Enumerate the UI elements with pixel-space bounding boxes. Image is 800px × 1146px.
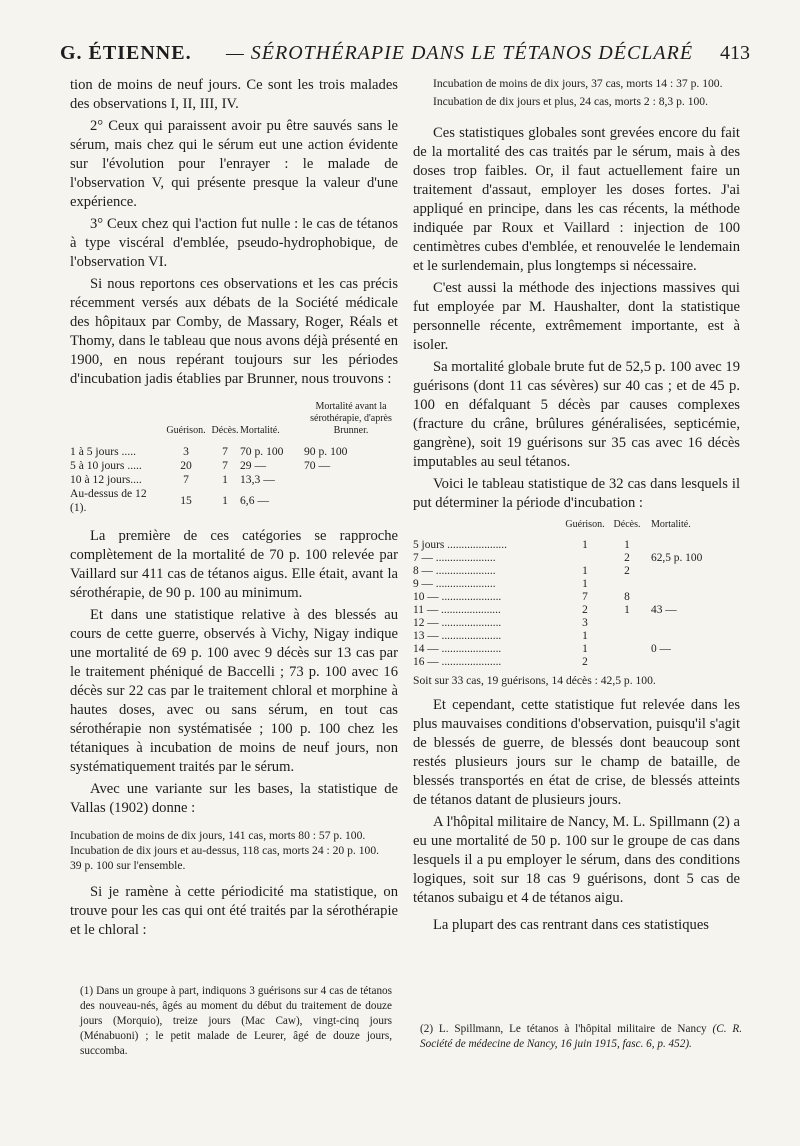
paragraph: Voici le tableau statistique de 32 cas dans lesquels il put déterminer la période d'incubation : <box>413 476 740 511</box>
table-cell: 2 <box>582 604 588 616</box>
statistic-line: 39 p. 100 sur l'ensemble. <box>70 859 186 872</box>
table-row <box>413 552 740 565</box>
left-column <box>70 76 398 943</box>
footnote-author: (2) L. Spillmann, <box>420 1023 504 1035</box>
haushalter-table <box>413 519 740 669</box>
table-cell: 8 <box>624 591 630 603</box>
table-cell <box>609 656 645 669</box>
table-row <box>70 459 398 473</box>
running-header <box>60 40 750 70</box>
paragraph: Et dans une statistique relative à des blessés au cours de cette guerre, observés à Vichy, Nigay indique une mortalité de 69 p. 100 avec 9 décès sur 13 cas par le traitement phéniqué de Baccelli ; 73 p. 100 avec 16 décès sur 22 cas par le traitement chloral et morphine à hautes doses, avec ou sans sérum, en tout cas sérothérapie non systématisée ; 100 p. 100 chez les tétaniques à incubation de moins de neuf jours, non systématiquement traités par le sérum. <box>70 607 398 775</box>
table-header-cell: Mortalité avant la sérothérapie, d'après Brunner. <box>310 401 392 436</box>
table-cell <box>645 578 740 591</box>
paragraph: La première de ces catégories se rapproche complètement de la mortalité de 70 p. 100 relevée par Vaillard sur 411 cas de tétanos aigus. Elle était, avant la sérothérapie, de 90 p. 100 au minimum. <box>70 528 398 601</box>
table-row <box>413 643 740 656</box>
table-cell: 7 — ..................... <box>413 552 496 564</box>
table-cell: 12 — ..................... <box>413 617 502 629</box>
table-row <box>70 487 398 515</box>
paragraph: 2° Ceux qui paraissent avoir pu être sauvés sans le sérum, mais chez qui le sérum eut une action évidente sur l'évolution pour l'enrayer : le malade de l'observation V, qui présente presque la valeur d'une expérience. <box>70 118 398 210</box>
table-row <box>70 473 398 487</box>
footnote-2 <box>420 1022 742 1052</box>
table-cell <box>645 630 740 643</box>
table-cell: Au-dessus de 12 (1). <box>70 487 147 514</box>
table-cell <box>561 552 609 565</box>
table-cell <box>645 617 740 630</box>
paragraph: A l'hôpital militaire de Nancy, M. L. Spillmann (2) a eu une mortalité de 50 p. 100 sur le groupe de cas dans lesquels il a pu employer le sérum, dans des conditions logiques, soit sur 18 cas 9 guérisons, dont 5 cas de tétanos subaigu et 4 de tétanos aigu. <box>413 814 740 906</box>
table-cell: 70 p. 100 <box>240 445 284 458</box>
table-row <box>413 630 740 643</box>
table-cell: 1 <box>222 473 228 486</box>
table-cell <box>609 617 645 630</box>
paragraph: tion de moins de neuf jours. Ce sont les trois malades des observations I, II, III, IV. <box>70 77 398 112</box>
paragraph: Si nous reportons ces observations et les cas précis récemment versés aux débats de la Société médicale des hôpitaux par Comby, de Massary, Roger, Réals et Thomy, dans le tableau que nous avons déjà présenté en 1900, en nous repérant toujours sur les périodes d'incubation jadis établies par Brunner, nous trouvons : <box>70 276 398 387</box>
table-cell: 3 <box>183 445 189 458</box>
table-cell: 5 jours ..................... <box>413 539 507 551</box>
footnote-reference: (C. R. Société de médecine de Nancy, 16 juin 1915, fasc. 6, p. 452). <box>420 1023 743 1050</box>
table-cell: 2 <box>624 552 630 564</box>
table-cell <box>645 539 740 552</box>
table-header-cell: Décès. <box>613 519 641 530</box>
paragraph: Si je ramène à cette périodicité ma statistique, on trouve pour les cas qui ont été traités par la sérothérapie et le chloral : <box>70 884 398 938</box>
table-header-row <box>413 519 740 539</box>
table-cell: 1 <box>582 630 588 642</box>
table-cell: 2 <box>582 656 588 668</box>
table-cell: 6,6 — <box>240 494 269 507</box>
table-cell: 13,3 — <box>240 473 275 486</box>
table-row <box>413 578 740 591</box>
table-row <box>413 539 740 552</box>
table-total: Soit sur 33 cas, 19 guérisons, 14 décès : 42,5 p. 100. <box>413 674 656 687</box>
header-author: G. ÉTIENNE. <box>60 42 192 64</box>
incubation-table <box>70 401 398 515</box>
table-cell: 1 <box>624 604 630 616</box>
table-cell: 16 — ..................... <box>413 656 502 668</box>
table-cell <box>609 630 645 643</box>
paragraph: 3° Ceux chez qui l'action fut nulle : le cas de tétanos à type viscéral d'emblée, pseudo-hydrophobique, de l'observation VI. <box>70 216 398 270</box>
table-cell: 14 — ..................... <box>413 643 502 655</box>
table-header-cell: Guérison. <box>565 519 605 530</box>
table-row <box>70 445 398 459</box>
table-cell: 1 <box>222 494 228 507</box>
table-header-cell: Mortalité. <box>240 425 280 436</box>
statistic-line: Incubation de moins de dix jours, 37 cas, morts 14 : 37 p. 100. <box>433 77 723 90</box>
table-cell: 1 <box>582 565 588 577</box>
table-header-cell <box>413 519 561 539</box>
table-cell: 7 <box>222 445 228 458</box>
paragraph: Avec une variante sur les bases, la statistique de Vallas (1902) donne : <box>70 781 398 816</box>
table-cell: 9 — ..................... <box>413 578 496 590</box>
table-cell <box>298 487 398 515</box>
table-cell: 43 — <box>651 604 677 616</box>
page-number: 413 <box>720 42 750 64</box>
table-cell: 3 <box>582 617 588 629</box>
table-cell: 29 — <box>240 459 267 472</box>
table-cell: 7 <box>183 473 189 486</box>
table-cell: 11 — ..................... <box>413 604 501 616</box>
table-cell: 2 <box>624 565 630 577</box>
header-title: — SÉROTHÉRAPIE DANS LE TÉTANOS DÉCLARÉ <box>226 42 694 64</box>
table-cell: 1 <box>582 578 588 590</box>
vallas-statistics <box>70 828 398 873</box>
table-row <box>413 591 740 604</box>
table-header-cell: Décès. <box>211 425 239 436</box>
table-row <box>413 604 740 617</box>
footnote-text: Le tétanos à l'hôpital militaire de Nancy <box>503 1023 707 1035</box>
statistic-line: Incubation de dix jours et plus, 24 cas, morts 2 : 8,3 p. 100. <box>433 95 708 108</box>
table-cell <box>609 578 645 591</box>
table-cell: 10 — ..................... <box>413 591 502 603</box>
table-cell: 8 — ..................... <box>413 565 496 577</box>
statistic-line: Incubation de dix jours et au-dessus, 118 cas, morts 24 : 20 p. 100. <box>70 844 380 857</box>
table-cell: 15 <box>180 494 192 507</box>
table-cell <box>298 473 398 487</box>
table-header-cell <box>70 401 162 445</box>
table-header-cell: Mortalité. <box>651 519 691 530</box>
table-cell: 90 p. 100 <box>304 445 348 458</box>
table-cell <box>645 656 740 669</box>
paragraph: Sa mortalité globale brute fut de 52,5 p. 100 avec 19 guérisons (dont 11 cas sévères) sur 40 cas ; et de 45 p. 100 en défalquant 5 décès par causes complexes (fracture du crâne, brûlures généralisées, septicémie, gangrène), soit 19 guérisons sur 35 cas avec 16 décès imputables au seul tétanos. <box>413 359 740 470</box>
table-cell: 1 <box>582 643 588 655</box>
paragraph: C'est aussi la méthode des injections massives qui fut employée par M. Haushalter, dont la statistique personnelle récente, extrêmement importante, est à isoler. <box>413 280 740 353</box>
table-header-cell: Guérison. <box>166 425 206 436</box>
table-cell: 1 à 5 jours ..... <box>70 445 137 458</box>
table-cell: 20 <box>180 459 192 472</box>
table-cell: 62,5 p. 100 <box>651 552 703 564</box>
table-cell: 7 <box>222 459 228 472</box>
table-cell: 7 <box>582 591 588 603</box>
table-cell: 1 <box>582 539 588 551</box>
table-cell: 70 — <box>304 459 331 472</box>
table-cell: 5 à 10 jours ..... <box>70 459 142 472</box>
statistic-line: Incubation de moins de dix jours, 141 cas, morts 80 : 57 p. 100. <box>70 829 366 842</box>
table-header-row <box>70 401 398 445</box>
right-column <box>413 76 740 938</box>
personal-statistics <box>413 76 740 109</box>
table-row <box>413 617 740 630</box>
footnote-1: (1) Dans un groupe à part, indiquons 3 guérisons sur 4 cas de tétanos des nouveau-nés, âgés au moment du début du traitement de douze jours (Morquio), treize jours (Mac Caw), vingt-cinq jours (Ménabuoni) ; le petit malade de Leurer, âgé de douze jours, succomba. <box>80 985 392 1057</box>
table-row <box>413 565 740 578</box>
table-cell <box>645 565 740 578</box>
table-cell <box>645 591 740 604</box>
table-row <box>413 656 740 669</box>
paragraph: La plupart des cas rentrant dans ces statistiques <box>433 917 709 933</box>
table-cell: 0 — <box>651 643 671 655</box>
paragraph: Et cependant, cette statistique fut relevée dans les plus mauvaises conditions d'observation, puisqu'il s'agit de blessés de guerre, de blessés dont beaucoup sont restés plusieurs jours sur le champ de bataille, de blessés transportés en état de crise, de blessés atteints de tétanos datant de plusieurs jours. <box>413 697 740 808</box>
paragraph: Ces statistiques globales sont grevées encore du fait de la mortalité des cas traités par le sérum, mais à des doses trop faibles. Or, il faut actuellement faire un traitement d'assaut, employer les doses fortes. J'ai appliqué en principe, dans les cas récents, la méthode indiquée par Roux et Vaillard : injection de 100 centimètres cubes d'emblée, et renouvelée le lendemain et le surlendemain, plus longtemps si nécessaire. <box>413 125 740 274</box>
table-cell: 1 <box>624 539 630 551</box>
table-cell: 10 à 12 jours.... <box>70 473 142 486</box>
table-cell <box>609 643 645 656</box>
table-cell: 13 — ..................... <box>413 630 502 642</box>
